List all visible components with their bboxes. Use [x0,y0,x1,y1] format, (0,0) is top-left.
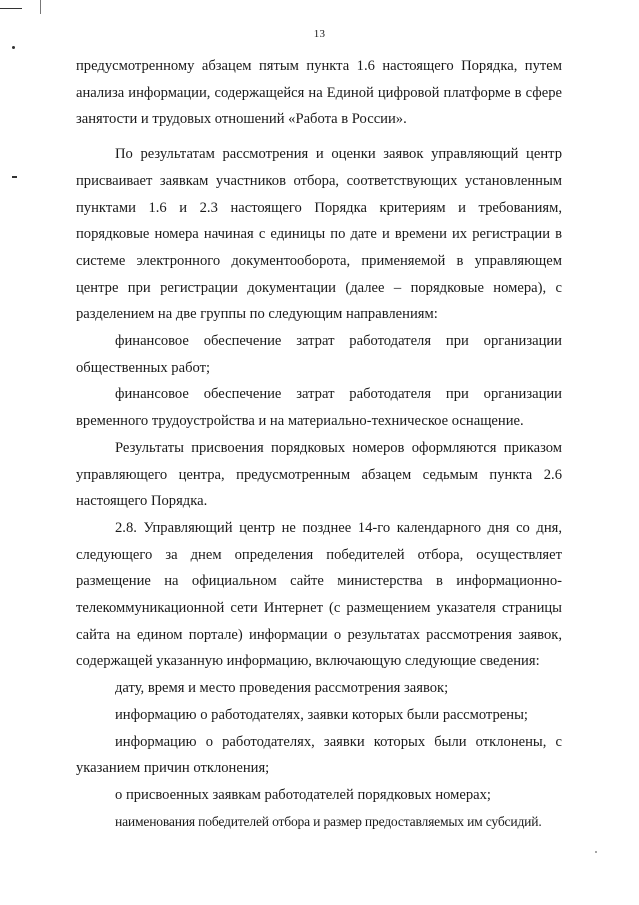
scan-mark [40,0,41,14]
list-paragraph: информацию о работодателях, заявки которых были рассмотрены; [115,706,528,723]
list-paragraph: финансовое обеспечение затрат работодателя при организации общественных работ; [76,333,562,376]
paragraph: По результатам рассмотрения и оценки заявок управляющий центр присваивает заявкам участников отбора, соответствующих установленным пунктами 1.6 и 2.3 настоящего Порядка критериям и требованиям, порядковые номера начиная с единицы по дате и времени их регистрации в системе электронного документооборота, применяемой в управляющем центре при регистрации документации (далее – порядковые номера), с разделением на две группы по следующим направлениям: [76,146,562,323]
list-paragraph: информацию о работодателях, заявки которых были отклонены, с указанием причин отклонения; [76,733,562,777]
paragraph: Результаты присвоения порядковых номеров оформляются приказом управляющего центра, предусмотренным абзацем седьмым пункта 2.6 настоящего Порядка. [76,439,562,510]
scan-mark [12,46,15,49]
list-paragraph: о присвоенных заявкам работодателей порядковых номерах; [115,786,491,803]
section-paragraph: 2.8. Управляющий центр не позднее 14-го календарного дня со дня, следующего за днем определения победителей отбора, осуществляет размещение на официальном сайте министерства в информационно-телекоммуникационной сети Интернет (с размещением указателя страницы сайта на едином портале) информации о результатах рассмотрения заявок, содержащей указанную информацию, включающую следующие сведения: [76,519,562,670]
list-paragraph: дату, время и место проведения рассмотрения заявок; [115,680,449,697]
list-paragraph: финансовое обеспечение затрат работодателя при организации временного трудоустройства и на материально-техническое оснащение. [76,386,562,430]
scan-mark [0,8,22,9]
page-number: 13 [313,28,326,40]
document-body [76,53,562,835]
paragraph: предусмотренному абзацем пятым пункта 1.6 настоящего Порядка, путем анализа информации, содержащейся на Единой цифровой платформе в сфере занятости и трудовых отношений «Работа в России». [76,58,562,128]
list-paragraph: наименования победителей отбора и размер предоставляемых им субсидий. [115,813,542,829]
scan-mark [12,176,17,178]
scan-mark [595,851,597,853]
